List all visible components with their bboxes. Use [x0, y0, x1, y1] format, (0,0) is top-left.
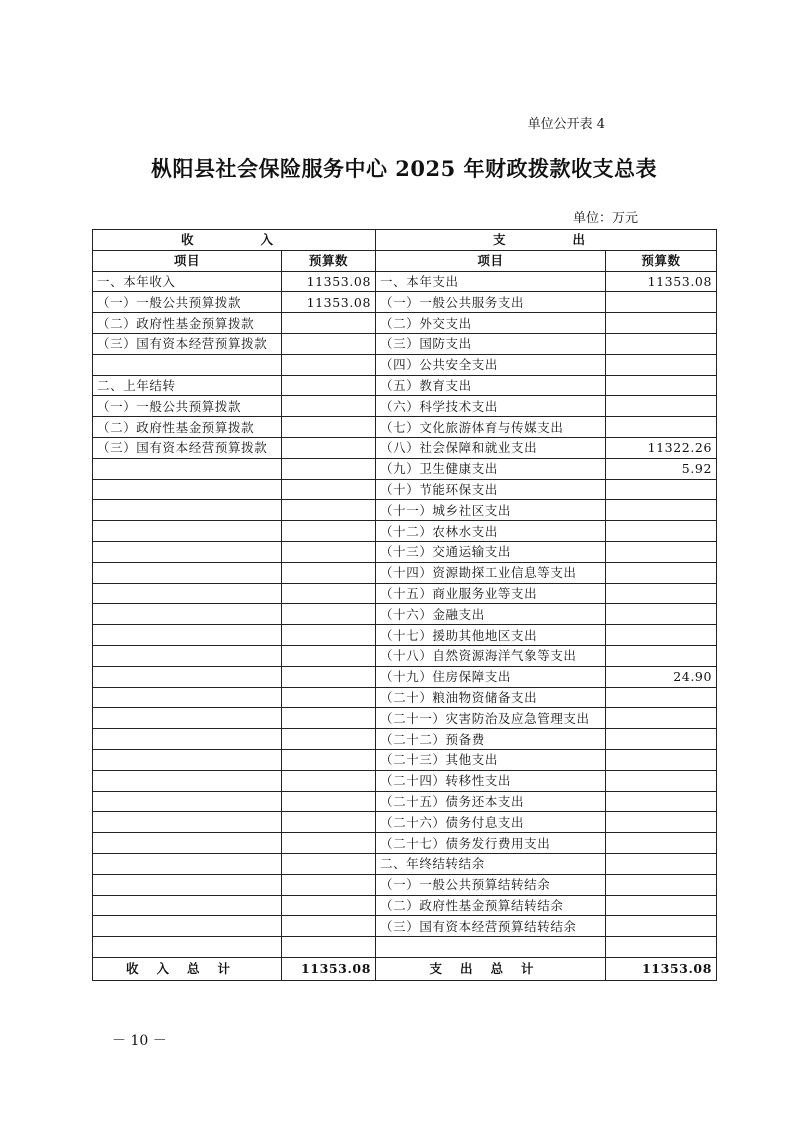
expense-total-label: 支出总计	[376, 957, 606, 980]
document-label: 单位公开表 4	[527, 117, 605, 132]
expense-amount-cell	[606, 853, 717, 874]
page-number: － 10 －	[112, 1033, 167, 1049]
table-row	[93, 645, 717, 666]
income-amount-cell	[282, 521, 376, 542]
income-item-cell	[93, 604, 282, 625]
expense-item-cell: （十九）住房保障支出	[376, 666, 606, 687]
income-item-cell	[93, 521, 282, 542]
expense-amount-cell	[606, 749, 717, 770]
expense-item-cell: （二十二）预备费	[376, 729, 606, 750]
expense-total-amount: 11353.08	[606, 957, 717, 980]
expense-item-cell	[376, 937, 606, 958]
expense-item-cell: （十一）城乡社区支出	[376, 500, 606, 521]
income-amount-cell	[282, 625, 376, 646]
expense-amount-cell: 24.90	[606, 666, 717, 687]
expense-amount-cell	[606, 874, 717, 895]
income-amount-cell	[282, 749, 376, 770]
table-row	[93, 500, 717, 521]
income-amount-cell	[282, 541, 376, 562]
income-amount-cell	[282, 604, 376, 625]
income-section-header: 收 入	[93, 230, 376, 251]
table-row	[93, 874, 717, 895]
expense-item-cell: （二十四）转移性支出	[376, 770, 606, 791]
expense-amount-cell	[606, 333, 717, 354]
income-amount-cell	[282, 729, 376, 750]
income-amount-header: 预算数	[282, 250, 376, 271]
income-amount-cell	[282, 770, 376, 791]
table-row	[93, 458, 717, 479]
expense-item-header: 项目	[376, 250, 606, 271]
income-amount-cell	[282, 645, 376, 666]
income-item-cell: （一）一般公共预算拨款	[93, 396, 282, 417]
income-item-cell: 一、本年收入	[93, 271, 282, 292]
expense-amount-cell	[606, 562, 717, 583]
table-row	[93, 729, 717, 750]
income-item-cell	[93, 874, 282, 895]
expense-amount-cell	[606, 791, 717, 812]
income-item-cell	[93, 833, 282, 854]
expense-item-cell: （十六）金融支出	[376, 604, 606, 625]
income-amount-cell	[282, 333, 376, 354]
table-row	[93, 437, 717, 458]
expense-amount-header: 预算数	[606, 250, 717, 271]
expense-item-cell: （十三）交通运输支出	[376, 541, 606, 562]
expense-item-cell: 一、本年支出	[376, 271, 606, 292]
expense-amount-cell	[606, 645, 717, 666]
expense-amount-cell	[606, 313, 717, 334]
income-item-cell	[93, 791, 282, 812]
income-item-cell	[93, 853, 282, 874]
table-row	[93, 833, 717, 854]
income-amount-cell	[282, 916, 376, 937]
table-row	[93, 916, 717, 937]
income-amount-cell: 11353.08	[282, 292, 376, 313]
income-amount-cell	[282, 708, 376, 729]
expense-item-cell: （二十七）债务发行费用支出	[376, 833, 606, 854]
income-amount-cell	[282, 375, 376, 396]
expense-amount-cell	[606, 729, 717, 750]
table-row	[93, 604, 717, 625]
budget-table	[92, 229, 717, 981]
income-item-cell	[93, 583, 282, 604]
income-amount-cell	[282, 583, 376, 604]
table-row	[93, 708, 717, 729]
table-row	[93, 749, 717, 770]
expense-amount-cell	[606, 521, 717, 542]
income-amount-cell	[282, 937, 376, 958]
table-row	[93, 313, 717, 334]
income-amount-cell: 11353.08	[282, 271, 376, 292]
expense-amount-cell	[606, 687, 717, 708]
expense-amount-cell	[606, 812, 717, 833]
table-row	[93, 292, 717, 313]
expense-amount-cell	[606, 916, 717, 937]
expense-item-cell: （十八）自然资源海洋气象等支出	[376, 645, 606, 666]
expense-amount-cell: 5.92	[606, 458, 717, 479]
expense-item-cell: （一）一般公共服务支出	[376, 292, 606, 313]
income-amount-cell	[282, 812, 376, 833]
expense-amount-cell	[606, 937, 717, 958]
expense-item-cell: （二十）粮油物资储备支出	[376, 687, 606, 708]
expense-amount-cell	[606, 375, 717, 396]
income-amount-cell	[282, 853, 376, 874]
expense-item-cell: （二十五）债务还本支出	[376, 791, 606, 812]
income-item-cell	[93, 562, 282, 583]
income-total-label: 收入总计	[93, 957, 282, 980]
table-row	[93, 271, 717, 292]
expense-item-cell: （五）教育支出	[376, 375, 606, 396]
expense-item-cell: （二）外交支出	[376, 313, 606, 334]
expense-amount-cell	[606, 541, 717, 562]
income-item-cell	[93, 770, 282, 791]
income-item-cell	[93, 708, 282, 729]
income-item-cell	[93, 729, 282, 750]
table-row	[93, 562, 717, 583]
expense-item-cell: 二、年终结转结余	[376, 853, 606, 874]
income-amount-cell	[282, 791, 376, 812]
expense-amount-cell	[606, 500, 717, 521]
income-amount-cell	[282, 687, 376, 708]
table-row	[93, 583, 717, 604]
income-item-cell	[93, 500, 282, 521]
table-row	[93, 541, 717, 562]
table-row	[93, 937, 717, 958]
income-amount-cell	[282, 833, 376, 854]
column-header-row	[93, 250, 717, 271]
income-item-cell: 二、上年结转	[93, 375, 282, 396]
expense-item-cell: （八）社会保障和就业支出	[376, 437, 606, 458]
income-item-cell: （一）一般公共预算拨款	[93, 292, 282, 313]
expense-item-cell: （三）国有资本经营预算结转结余	[376, 916, 606, 937]
expense-item-cell: （一）一般公共预算结转结余	[376, 874, 606, 895]
income-item-cell	[93, 458, 282, 479]
expense-amount-cell	[606, 396, 717, 417]
income-amount-cell	[282, 417, 376, 438]
income-item-cell	[93, 937, 282, 958]
expense-item-cell: （四）公共安全支出	[376, 354, 606, 375]
income-total-amount: 11353.08	[282, 957, 376, 980]
expense-item-cell: （十）节能环保支出	[376, 479, 606, 500]
income-amount-cell	[282, 354, 376, 375]
expense-amount-cell: 11322.26	[606, 437, 717, 458]
income-amount-cell	[282, 437, 376, 458]
income-item-cell: （二）政府性基金预算拨款	[93, 313, 282, 334]
expense-item-cell: （十五）商业服务业等支出	[376, 583, 606, 604]
expense-amount-cell	[606, 292, 717, 313]
table-row	[93, 853, 717, 874]
expense-amount-cell	[606, 708, 717, 729]
income-item-cell	[93, 645, 282, 666]
income-item-cell	[93, 895, 282, 916]
income-amount-cell	[282, 562, 376, 583]
expense-amount-cell	[606, 833, 717, 854]
income-amount-cell	[282, 479, 376, 500]
expense-amount-cell	[606, 625, 717, 646]
income-item-header: 项目	[93, 250, 282, 271]
expense-item-cell: （三）国防支出	[376, 333, 606, 354]
table-row	[93, 417, 717, 438]
income-item-cell: （二）政府性基金预算拨款	[93, 417, 282, 438]
expense-amount-cell	[606, 770, 717, 791]
expense-amount-cell	[606, 583, 717, 604]
expense-item-cell: （十四）资源勘探工业信息等支出	[376, 562, 606, 583]
expense-item-cell: （七）文化旅游体育与传媒支出	[376, 417, 606, 438]
table-row	[93, 396, 717, 417]
expense-item-cell: （六）科学技术支出	[376, 396, 606, 417]
income-item-cell	[93, 479, 282, 500]
expense-amount-cell	[606, 479, 717, 500]
expense-item-cell: （二十三）其他支出	[376, 749, 606, 770]
table-row	[93, 354, 717, 375]
income-amount-cell	[282, 313, 376, 334]
table-row	[93, 375, 717, 396]
table-row	[93, 770, 717, 791]
expense-amount-cell	[606, 604, 717, 625]
table-row	[93, 812, 717, 833]
expense-amount-cell	[606, 417, 717, 438]
expense-item-cell: （二十一）灾害防治及应急管理支出	[376, 708, 606, 729]
income-amount-cell	[282, 895, 376, 916]
table-row	[93, 791, 717, 812]
table-row	[93, 521, 717, 542]
section-header-row	[93, 230, 717, 251]
table-row	[93, 666, 717, 687]
table-row	[93, 625, 717, 646]
expense-section-header: 支 出	[376, 230, 717, 251]
income-amount-cell	[282, 666, 376, 687]
income-item-cell	[93, 666, 282, 687]
income-item-cell	[93, 749, 282, 770]
income-item-cell	[93, 687, 282, 708]
income-item-cell	[93, 916, 282, 937]
table-row	[93, 333, 717, 354]
income-item-cell: （三）国有资本经营预算拨款	[93, 437, 282, 458]
unit-label: 单位：万元	[572, 211, 638, 226]
expense-amount-cell: 11353.08	[606, 271, 717, 292]
income-item-cell	[93, 354, 282, 375]
expense-amount-cell	[606, 354, 717, 375]
income-item-cell	[93, 625, 282, 646]
page-title: 枞阳县社会保险服务中心 2025 年财政拨款收支总表	[150, 156, 658, 181]
income-item-cell	[93, 541, 282, 562]
expense-item-cell: （十七）援助其他地区支出	[376, 625, 606, 646]
income-amount-cell	[282, 458, 376, 479]
table-row	[93, 895, 717, 916]
expense-item-cell: （九）卫生健康支出	[376, 458, 606, 479]
income-amount-cell	[282, 500, 376, 521]
table-row	[93, 479, 717, 500]
totals-row	[93, 957, 717, 980]
income-amount-cell	[282, 396, 376, 417]
expense-item-cell: （二）政府性基金预算结转结余	[376, 895, 606, 916]
income-amount-cell	[282, 874, 376, 895]
table-row	[93, 687, 717, 708]
expense-amount-cell	[606, 895, 717, 916]
income-item-cell	[93, 812, 282, 833]
income-item-cell: （三）国有资本经营预算拨款	[93, 333, 282, 354]
expense-item-cell: （十二）农林水支出	[376, 521, 606, 542]
expense-item-cell: （二十六）债务付息支出	[376, 812, 606, 833]
